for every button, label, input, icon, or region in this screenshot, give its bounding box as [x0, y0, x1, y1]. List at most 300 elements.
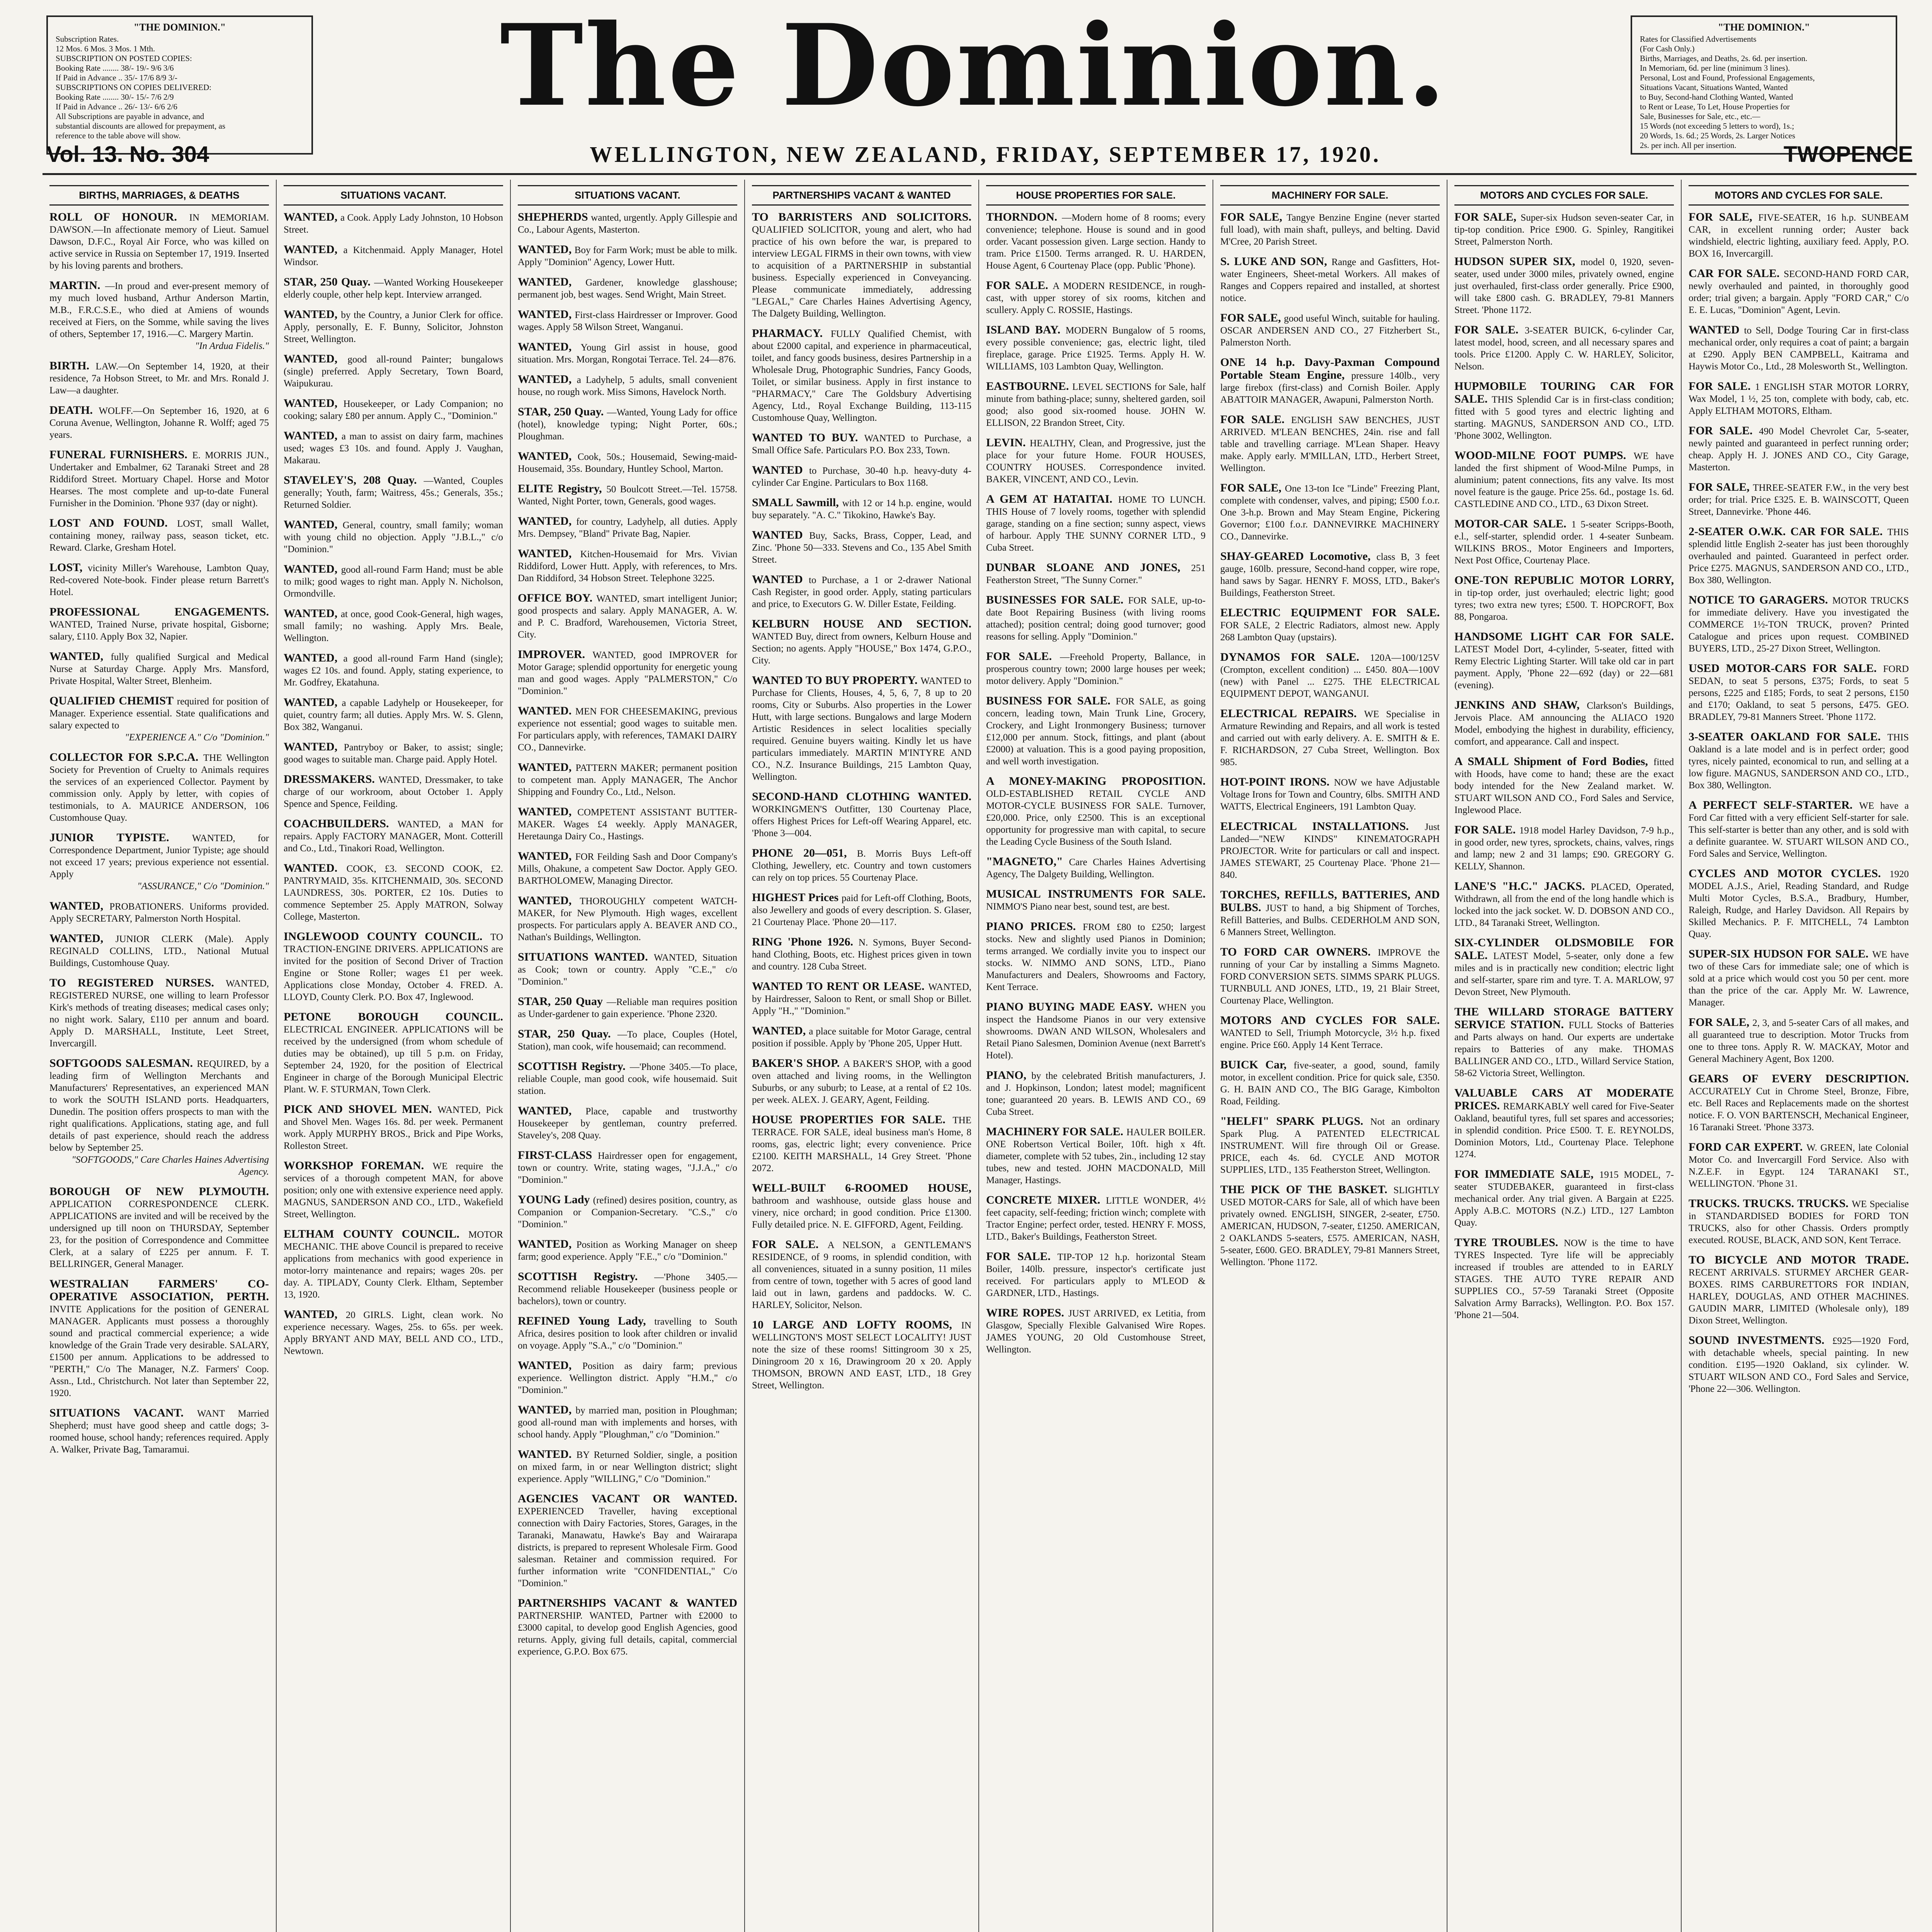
ad-lead: WANTED.	[518, 704, 575, 717]
classified-ad	[518, 1194, 737, 1230]
ad-lead: THORNDON.	[986, 211, 1062, 223]
classified-ad	[518, 1493, 737, 1589]
ad-text: —To place, Couples (Hotel, Station), man cook, wife housemaid; can recommend.	[518, 1029, 737, 1052]
ad-lead: SHAY-GEARED Locomotive,	[1220, 550, 1377, 563]
ad-text: WE require the services of a thorough competent MAN, for above position; only one with extensive experience need apply. MAGNUS, SANDERSON AND CO., LTD., Wakefield Street, Wellington.	[284, 1161, 503, 1219]
classified-ad	[986, 1001, 1206, 1061]
ad-text: SECOND-HAND FORD CAR, newly overhauled and painted, in thoroughly good order; trial given; a bargain. Apply "FORD CAR," C/o E. E. Lucas, "Dominion" Agent, Levin.	[1689, 269, 1909, 315]
ad-lead: FOR SALE.	[1689, 424, 1759, 437]
ad-text: WE have landed the first shipment of Wood-Milne Pumps, in aluminium; patent connections, fits any valve. Its most novel feature is the gauge. Price 25s. 6d., postage 1s. 6d. CASTLEDINE AND CO., LTD., 63 Dixon Street.	[1454, 451, 1674, 509]
subscription-line: All Subscriptions are payable in advance, and	[56, 112, 204, 121]
ad-text: fitted with Hoods, have come to hand; these are the exact body intended for the New Zealand market. W. STUART WILSON AND CO., Ford Sales and Service, Inglewood Place.	[1454, 757, 1674, 815]
classified-ad	[49, 900, 269, 925]
ad-lead: WANTED,	[518, 515, 577, 527]
subscription-line: reference to the table above will show.	[56, 131, 181, 140]
ad-text: five-seater, a good, sound, family motor, in excellent condition. Price for quick sale, £350. G. H. BAIN AND CO., The BIG Garage, Kimbolton Road, Feilding.	[1220, 1060, 1440, 1107]
ad-lead: ELECTRICAL INSTALLATIONS.	[1220, 820, 1425, 833]
column-heading: MOTORS AND CYCLES FOR SALE.	[1689, 185, 1909, 206]
ad-lead: FOR SALE,	[1689, 481, 1753, 493]
ad-lead: TYRE TROUBLES.	[1454, 1236, 1564, 1249]
ad-lead: KELBURN HOUSE AND SECTION.	[752, 617, 971, 630]
ad-lead: WANTED,	[518, 805, 578, 818]
ad-text: APPLICATION CORRESPONDENCE CLERK. APPLICATIONS are invited and will be received by the undersigned up till noon on THURSDAY, September 23, for the position of Correspondence and Committee Clerk, at a salary of £225 per annum. F. T. BELLRINGER, General Manager.	[49, 1199, 269, 1269]
dateline-text: WELLINGTON, NEW ZEALAND, FRIDAY, SEPTEMBER 17, 1920.	[590, 142, 1381, 167]
classified-ad	[284, 1011, 503, 1095]
ad-text: WANTED, a MAN for repairs. Apply FACTORY MANAGER, Mont. Cotterill and Co., Ltd., Tinakori Road, Wellington.	[284, 819, 503, 854]
ad-text: LATEST Model Dort, 4-cylinder, 5-seater, fitted with Remy Electric Lighting Starter. Will take old car in part payment. Apply, 'Phone 22—692 (day) or 22—681 (evening).	[1454, 644, 1674, 690]
classified-ad	[518, 1105, 737, 1141]
ad-lead: CONCRETE MIXER.	[986, 1194, 1106, 1206]
ad-signature: "ASSURANCE," C/o "Dominion."	[137, 881, 269, 891]
classified-ad	[49, 561, 269, 598]
ad-text: —'Phone 3405.—To place, reliable Couple, man good cook, wife housemaid. Suit station.	[518, 1062, 737, 1096]
ad-lead: PROFESSIONAL ENGAGEMENTS.	[49, 605, 269, 618]
ad-lead: WANTED,	[49, 900, 110, 912]
classified-ad	[1689, 799, 1909, 860]
ad-lead: MOTORS AND CYCLES FOR SALE.	[1220, 1014, 1440, 1027]
ad-text: with 12 or 14 h.p. engine, would buy separately. "A. C." Tikokino, Hawke's Bay.	[752, 498, 971, 520]
classified-ad	[49, 695, 269, 743]
ad-lead: WANTED,	[518, 340, 581, 353]
ad-lead: PIANO BUYING MADE EASY.	[986, 1000, 1158, 1013]
classified-ad	[518, 1238, 737, 1263]
classified-ad	[1454, 324, 1674, 372]
ad-text: IN MEMORIAM. DAWSON.—In affectionate memory of Lieut. Samuel Dawson, D.F.C., Royal Air Force, who was killed on active service in Russia on September 17, 1919. Inserted by his loving parents and brothers.	[49, 213, 269, 271]
ad-text: —Wanted, Couples generally; Youth, farm; Waitress, 45s.; Generals, 35s.; Returned Soldier.	[284, 476, 503, 510]
classified-ad	[1689, 1197, 1909, 1246]
ad-lead: WANTED	[752, 529, 810, 541]
ad-lead: BIRTH.	[49, 359, 96, 372]
ad-text: ELECTRICAL ENGINEER. APPLICATIONS will be received by the undersigned (from whom schedule of duties may be obtained), up till 5 p.m. on Friday, September 24, 1920, for the position of Electrical Engineer in charge of the Borough Municipal Electric Plant. W. F. STURMAN, Town Clerk.	[284, 1024, 503, 1095]
ad-lead: ELTHAM COUNTY COUNCIL.	[284, 1228, 469, 1240]
ad-lead: QUALIFIED CHEMIST	[49, 694, 177, 707]
classified-ad	[752, 1319, 971, 1391]
column-2	[277, 180, 511, 1932]
ad-lead: WANTED,	[284, 352, 348, 365]
ad-lead: FOR SALE,	[1454, 211, 1521, 223]
ad-text: REMARKABLY well cared for Five-Seater Oakland, beautiful tyres, full set spares and accessories; in splendid condition. Price £500. T. E. REYNOLDS, Dominion Motors, Ltd., Courtenay Place. Telephone 1274.	[1454, 1101, 1674, 1160]
classified-ad	[284, 696, 503, 733]
classified-ad	[986, 211, 1206, 272]
classified-ad	[49, 517, 269, 554]
classified-ad	[284, 607, 503, 644]
classified-ad	[1220, 776, 1440, 813]
ad-text: ENGLISH SAW BENCHES, JUST ARRIVED. M'LEAN BENCHES, 24in. rise and fall table and travelling carriage. M'Lean Shaper. Heavy make. Apply early. M'MILLAN, LTD., Herbert Street, Wellington.	[1220, 415, 1440, 473]
classified-ad	[1220, 312, 1440, 349]
ad-text: JUNIOR CLERK (Male). Apply REGINALD COLLINS, LTD., National Mutual Buildings, Customhouse Quay.	[49, 934, 269, 968]
classified-ad	[1689, 526, 1909, 586]
ad-lead: WANTED	[1689, 323, 1744, 336]
ad-lead: STAR, 250 Quay.	[518, 1027, 617, 1040]
classified-ad	[49, 1057, 269, 1178]
classified-ad	[986, 324, 1206, 372]
ad-lead: PHARMACY.	[752, 327, 831, 340]
ad-lead: WANTED.	[284, 862, 347, 874]
classified-ad	[1454, 1168, 1674, 1229]
ad-lead: SOFTGOODS SALESMAN.	[49, 1057, 197, 1070]
classified-ad	[986, 855, 1206, 880]
classified-ad	[518, 1270, 737, 1307]
ad-lead: WANTED,	[518, 243, 575, 256]
subscription-rates-box	[46, 15, 313, 155]
classified-ad	[49, 360, 269, 396]
classified-ad	[518, 1404, 737, 1440]
ad-text: a Cook. Apply Lady Johnston, 10 Hobson Street.	[284, 213, 503, 235]
subscription-heading: "THE DOMINION."	[133, 22, 226, 33]
classified-ad	[986, 695, 1206, 767]
ad-text: a man to assist on dairy farm, machines used; wages £3 10s. and found. Apply J. Vaughan, Makarau.	[284, 431, 503, 466]
ad-text: LITTLE WONDER, 4½ feet capacity, self-feeding; friction winch; complete with Tractor Engine; perfect order, tested. HENRY F. MOSS, LTD., Baker's Buildings, Featherston Street.	[986, 1196, 1206, 1242]
ad-lead: A PERFECT SELF-STARTER.	[1689, 799, 1859, 811]
classified-ad	[986, 437, 1206, 485]
ad-text: WE have two of these Cars for immediate sale; one of which is sold at a price which would cost you 50 per cent. more than the price of the car. Apply Mr. W. Lawrence, Manager.	[1689, 949, 1909, 1008]
ad-lead: WANTED,	[752, 1024, 809, 1037]
ad-text: FULLY Qualified Chemist, with about £2000 capital, and experience in pharmaceutical, toilet, and fancy goods business, desires Partnership in a Wholesale Drug, Photographic Sundries, Fancy Goods, Toilet, or similar business. Apply in first instance to "PHARMACY," Care The Goldsbury Advertising Agency, Ltd., Royal Exchange Building, 113-115 Customhouse Quay, Wellington.	[752, 329, 971, 423]
classified-ad	[284, 862, 503, 923]
classified-ad	[986, 380, 1206, 429]
ad-lead: MOTOR-CAR SALE.	[1454, 517, 1571, 530]
subscription-line: Booking Rate ........ 38/- 19/- 9/6 3/6	[56, 63, 174, 73]
ad-lead: SCOTTISH Registry.	[518, 1060, 630, 1073]
ad-text: WANTED, Trained Nurse, private hospital, Gisborne; salary, £110. Apply Box 32, Napier.	[49, 619, 269, 642]
classified-ad	[752, 327, 971, 424]
classified-ad	[986, 775, 1206, 848]
ad-lead: BUSINESSES FOR SALE.	[986, 594, 1128, 606]
classified-ad	[1454, 880, 1674, 929]
subscription-line: 12 Mos. 6 Mos. 3 Mos. 1 Mth.	[56, 44, 155, 53]
ad-text: WE Specialise in Armature Rewinding and Repairs, and all work is tested and carried out with early delivery. A. E. SMITH & E. F. RICHARDSON, 27 Cuba Street, Wellington. Box 985.	[1220, 709, 1440, 767]
ad-lead: HOUSE PROPERTIES FOR SALE.	[752, 1113, 953, 1126]
classified-ad	[284, 243, 503, 268]
ad-lead: WANTED,	[518, 1403, 576, 1416]
ad-text: WHEN you inspect the Handsome Pianos in our very extensive showrooms. DWAN AND WILSON, Wholesalers and Retail Piano Salesmen, Dominion Avenue (next Barrett's Hotel).	[986, 1002, 1206, 1061]
ad-lead: FOR SALE.	[1454, 823, 1519, 836]
classified-ad	[518, 705, 737, 753]
ad-text: PROBATIONERS. Uniforms provided. Apply SECRETARY, Palmerston North Hospital.	[49, 901, 269, 924]
classified-ad	[1220, 1115, 1440, 1176]
ad-text: Boy for Farm Work; must be able to milk. Apply "Dominion" Agency, Lower Hutt.	[518, 245, 737, 267]
classified-ad	[518, 243, 737, 268]
classified-ad	[752, 1182, 971, 1231]
classified-ad	[518, 548, 737, 584]
ad-text: THE Wellington Society for Prevention of Cruelty to Animals requires the services of an experienced Collector. Payment by commission only. Apply by letter, with copies of testimonials, to A. MAURICE ANDERSON, 106 Customhouse Quay.	[49, 753, 269, 823]
ad-text: WANTED, REGISTERED NURSE, one willing to learn Professor Kirk's methods of treating diseases; medical cases only; no night work. Salary, £110 per annum and board. Apply D. MARSHALL, Institute, Leet Street, Invercargill.	[49, 978, 269, 1049]
classified-ad	[1220, 1059, 1440, 1107]
ad-lead: YOUNG Lady	[518, 1193, 593, 1206]
classified-ad	[518, 1315, 737, 1352]
classified-ad	[1454, 1006, 1674, 1079]
classified-ad	[1454, 518, 1674, 566]
ad-text: EXPERIENCED Traveller, having exceptional connection with Dairy Factories, Stores, Garages, in the Taranaki, Manawatu, Hawke's Bay and Wairarapa districts, is prepared to represent Wholesale Firm. Good salesman. Retainer and commission required. For further information write "CONFIDENTIAL," C/o "Dominion."	[518, 1506, 737, 1588]
ad-lead: WANTED,	[284, 607, 341, 620]
ad-signature: "EXPERIENCE A." C/o "Dominion."	[125, 732, 269, 743]
ad-lead: LOST,	[49, 561, 88, 574]
ad-lead: WANTED TO BUY PROPERTY.	[752, 674, 921, 687]
ad-text: £925—1920 Ford, with detachable wheels, special painting. In new condition. £195—1920 Oakland, six cylinder. W. STUART WILSON AND CO., Ford Sales and Service, 'Phone 22—306. Wellington.	[1689, 1336, 1909, 1394]
ad-text: THOROUGHLY competent WATCH-MAKER, for New Plymouth. High wages, excellent prospects. For particulars apply A. BEAVER AND CO., Nathan's Buildings, Wellington.	[518, 896, 737, 942]
ad-lead: FOR SALE.	[752, 1238, 828, 1251]
classified-ad	[1220, 550, 1440, 599]
subscription-line: Booking Rate ........ 30/- 15/- 7/6 2/9	[56, 92, 174, 102]
ad-lead: WANTED,	[284, 696, 342, 709]
ad-text: Position as dairy farm; previous experience. Wellington district. Apply "H.M.," c/o "Dominion."	[518, 1361, 737, 1395]
ad-text: —Reliable man requires position as Under-gardener to gain experience. 'Phone 2320.	[518, 997, 737, 1019]
ad-lead: IMPROVER.	[518, 648, 593, 661]
ad-text: MODERN Bungalow of 5 rooms, every possible convenience; gas, electric light, tiled fireplace, garage. Price £1925. Terms. Apply H. W. WILLIAMS, 103 Lambton Quay, Wellington.	[986, 325, 1206, 372]
ad-lead: DEATH.	[49, 404, 99, 417]
column-heading: SITUATIONS VACANT.	[518, 185, 737, 206]
subscription-line: substantial discounts are allowed for prepayment, as	[56, 121, 226, 131]
classified-ad	[518, 515, 737, 540]
classified-ad	[284, 276, 503, 301]
ad-lead: WANTED,	[284, 308, 341, 321]
classified-ad	[49, 606, 269, 643]
ad-lead: FOR SALE.	[986, 650, 1060, 663]
ad-text: BY Returned Soldier, single, a position on mixed farm, in or near Wellington district; slight experience. Apply "WILLING," C/o "Dominion."	[518, 1450, 737, 1484]
classified-ad	[1454, 755, 1674, 816]
ad-lead: WELL-BUILT 6-ROOMED HOUSE,	[752, 1182, 971, 1194]
ad-text: 1 ENGLISH STAR MOTOR LORRY, Wax Model, 1 ½, 25 ton, complete with body, cab, etc. Apply ELTHAM MOTORS, Eltham.	[1689, 382, 1909, 416]
classified-ad	[518, 308, 737, 333]
ad-lead: FOR SALE.	[986, 279, 1053, 292]
ad-lead: STAVELEY'S, 208 Quay.	[284, 474, 424, 486]
classified-ad	[752, 432, 971, 456]
ad-lead: HIGHEST Prices	[752, 891, 842, 904]
column-heading: PARTNERSHIPS VACANT & WANTED	[752, 185, 971, 206]
ad-text: WE Specialise in STANDARDISED BODIES for FORD TON TRUCKS, also for other Chassis. Orders promptly executed. ROUSE, BLACK, AND SON, Kent Terrace.	[1689, 1199, 1909, 1245]
ad-lead: WOOD-MILNE FOOT PUMPS.	[1454, 449, 1634, 462]
rates-line: to Buy, Second-hand Clothing Wanted, Wanted	[1640, 92, 1793, 102]
ad-text: TO TRACTION-ENGINE DRIVERS. APPLICATIONS are invited for the position of Second Driver of Traction Engine or Stone Roller; wages £1 per week. Applications close Monday, October 4. FRED. A. LLOYD, County Clerk. P.O. Box 47, Inglewood.	[284, 932, 503, 1002]
ad-text: MOTOR TRUCKS for immediate delivery. Have you investigated the COMMERCE 1½-TON TRUCK, proven? Printed Catalogue and prices upon request. COMBINED BUYERS, LTD., 25-27 Dixon Street, Wellington.	[1689, 595, 1909, 654]
classified-ad	[1454, 699, 1674, 748]
ad-lead: HOT-POINT IRONS.	[1220, 776, 1334, 788]
ad-lead: SECOND-HAND CLOTHING WANTED.	[752, 790, 971, 803]
ad-text: A NELSON, a GENTLEMAN'S RESIDENCE, of 9 rooms, in splendid condition, with all conveniences, situated in a sunny position, 11 miles from centre of town, together with 5 acres of good land laid out in lawn, gardens and paddocks. W. C. HARLEY, Solicitor, Nelson.	[752, 1240, 971, 1310]
ad-lead: PHONE 20—051,	[752, 847, 857, 859]
classified-ad	[1220, 651, 1440, 700]
ad-text: PATTERN MAKER; permanent position to competent man. Apply MANAGER, The Anchor Shipping and Foundry Co., Ltd., Nelson.	[518, 763, 737, 797]
ad-lead: WANTED,	[518, 1359, 583, 1372]
classified-ad	[1220, 413, 1440, 474]
classified-ad	[1454, 1087, 1674, 1160]
ad-lead: WANTED,	[518, 1104, 586, 1117]
rates-line: 15 Words (not exceeding 5 letters to word), 1s.;	[1640, 121, 1794, 131]
ad-text: JUST ARRIVED, ex Letitia, from Glasgow, Specially Flexible Galvanised Wire Ropes. JAMES YOUNG, 20 Old Customhouse Street, Wellington.	[986, 1308, 1206, 1355]
ad-lead: STAR, 250 Quay.	[284, 276, 374, 288]
classified-ad	[752, 618, 971, 667]
masthead	[0, 0, 1932, 182]
ad-text: travelling to South Africa, desires position to look after children or invalid on voyage. Apply "S.A.," c/o "Dominion."	[518, 1316, 737, 1351]
classified-ad	[1689, 324, 1909, 372]
ad-lead: SHEPHERDS	[518, 211, 591, 223]
ad-lead: WANTED.	[518, 1448, 577, 1461]
classified-ad	[752, 1025, 971, 1049]
ad-text: Place, capable and trustworthy Housekeeper by gentleman, country preferred. Staveley's, 208 Quay.	[518, 1106, 737, 1141]
rates-line: Sale, Businesses for Sale, etc., etc.—	[1640, 112, 1760, 121]
ad-text: NIMMO'S Piano near best, sound test, are best.	[986, 901, 1170, 912]
ad-text: good all-round Farm Hand; must be able to milk; good wages to right man. Apply N. Nicholson, Ormondville.	[284, 565, 503, 599]
column-heading: MOTORS AND CYCLES FOR SALE.	[1454, 185, 1674, 206]
ad-text: FOR SALE, 2 Electric Radiators, almost new. Apply 268 Lambton Quay (upstairs).	[1220, 620, 1440, 643]
ad-text: —Wanted, Young Lady for office (hotel), knowledge typing; Night Porter, 60s.; Ploughman.	[518, 407, 737, 442]
ad-lead: WANTED,	[518, 1238, 577, 1250]
ad-text: HAULER BOILER. ONE Robertson Vertical Boiler, 10ft. high x 4ft. diameter, complete with 52 tubes, 2in., including 12 stay tubes, new and tested. JOHN MACDONALD, Mill Manager, Hastings.	[986, 1127, 1206, 1185]
ad-lead: SITUATIONS WANTED.	[518, 951, 654, 963]
ad-text: ACCURATELY Cut in Chrome Steel, Bronze, Fibre, etc. Bell Races and Replacements made on the shortest notice. F. O. VON BARTENSCH, Mechanical Engineer, 16 Taranaki Street. 'Phone 3373.	[1689, 1086, 1909, 1133]
ad-lead: FOR SALE.	[1454, 323, 1525, 336]
ad-lead: WANTED,	[284, 211, 340, 223]
ad-text: First-class Hairdresser or Improver. Good wages. Apply 58 Wilson Street, Wanganui.	[518, 310, 737, 332]
rates-line: 20 Words, 1s. 6d.; 25 Words, 2s. Larger Notices	[1640, 131, 1796, 140]
classified-ad	[284, 741, 503, 765]
classified-ad	[752, 980, 971, 1017]
classified-ad	[1454, 255, 1674, 316]
ad-text: required for position of Manager. Experience essential. State qualifications and salary expected to	[49, 696, 269, 731]
classified-ad	[752, 529, 971, 566]
ad-text: COOK, £3. SECOND COOK, £2. PANTRYMAID, 35s. KITCHENMAID, 30s. SECOND LAUNDRESS, 30s. PORTER, £2 10s. Duties to commence September 25. Apply MATRON, Solway College, Masterton.	[284, 864, 503, 922]
column-heading: BIRTHS, MARRIAGES, & DEATHS	[49, 185, 269, 206]
ad-text: to Purchase, 30-40 h.p. heavy-duty 4-cylinder Car Engine. Particulars to Box 1168.	[752, 466, 971, 488]
ad-lead: FIRST-CLASS	[518, 1149, 598, 1162]
ad-lead: MARTIN.	[49, 279, 105, 292]
newspaper-title: The Dominion.	[500, 0, 1448, 131]
ad-lead: A GEM AT HATAITAI.	[986, 493, 1118, 505]
ad-text: 1918 model Harley Davidson, 7-9 h.p., in good order, new tyres, sprockets, chains, valves, rings and lamp; new 2 and 31 lamps; £90. GREGORY G. KELLY, Shannon.	[1454, 825, 1674, 872]
ad-lead: VALUABLE CARS AT MODERATE PRICES.	[1454, 1087, 1674, 1112]
classified-ad	[752, 891, 971, 928]
ad-text: WANTED Buy, direct from owners, Kelburn House and Section; no agents. Apply "HOUSE," Box 1474, G.P.O., City.	[752, 631, 971, 666]
ad-text: THREE-SEATER F.W., in the very best order; for trial. Price £325. E. B. WAINSCOTT, Queen Street, Dannevirke. 'Phone 446.	[1689, 483, 1909, 517]
classified-ad	[752, 847, 971, 884]
ad-text: A MODERN RESIDENCE, in rough-cast, with upper storey of six rooms, kitchen and scullery. Apply C. ROSSIE, Hastings.	[986, 281, 1206, 315]
ad-lead: 3-SEATER OAKLAND FOR SALE.	[1689, 730, 1888, 743]
ad-text: LATEST Model, 5-seater, only done a few miles and is in practically new condition; electric light and self-starter, spare rim and tyre. T. A. MARLOW, 97 Devon Street, New Plymouth.	[1454, 951, 1674, 997]
classified-ad	[284, 397, 503, 422]
ad-text: Kitchen-Housemaid for Mrs. Vivian Riddiford, Lower Hutt. Apply, with references, to Mrs. Dan Riddiford, 34 Hobson Street. Telephone 3225.	[518, 549, 737, 583]
ad-text: 1915 MODEL, 7-seater STUDEBAKER, guaranteed in first-class mechanical order. Any trial given. A Bargain at £225. Apply A.B.C. MOTORS (N.Z.) LTD., 127 Lambton Quay.	[1454, 1170, 1674, 1228]
ad-lead: TO BICYCLE AND MOTOR TRADE.	[1689, 1253, 1909, 1266]
classified-ad	[284, 211, 503, 236]
classified-ad	[49, 1185, 269, 1270]
ad-text: NOW is the time to have TYRES Inspected. Tyre life will be appreciably increased if troubles are attended to in EARLY STAGES. THE AUTO TYRE REPAIR AND SUPPLIES CO., 57-59 Taranaki Street (Opposite Salvation Army Barracks), Wellington. P.O. Box 157. 'Phone 21—504.	[1454, 1238, 1674, 1320]
classified-ad	[1454, 574, 1674, 623]
ad-text: Cook, 50s.; Housemaid, Sewing-maid-Housemaid, 35s. Boundary, Huntley School, Marton.	[518, 452, 737, 474]
ad-text: LAW.—On September 14, 1920, at their residence, 7a Hobson Street, to Mr. and Mrs. Ronald J. Law—a daughter.	[49, 361, 269, 396]
classified-ad	[518, 1149, 737, 1186]
column-4	[745, 180, 979, 1932]
ad-lead: 2-SEATER O.W.K. CAR FOR SALE.	[1689, 525, 1888, 538]
ad-lead: TO BARRISTERS AND SOLICITORS.	[752, 211, 971, 223]
rates-line: Personal, Lost and Found, Professional Engagements,	[1640, 73, 1815, 82]
ad-text: INVITE Applications for the position of GENERAL MANAGER. Applicants must possess a thoroughly sound and practical commercial experience; a wide knowledge of the Grain Trade very desirable. SALARY, £1500 per annum. Applications to be addressed to "PERTH," C/o The Manager, N.Z. Farmers' Coop. Assn., Ltd., Christchurch. Not later than September 22, 1920.	[49, 1304, 269, 1398]
ad-lead: THE PICK OF THE BASKET.	[1220, 1183, 1394, 1196]
column-heading: MACHINERY FOR SALE.	[1220, 185, 1440, 206]
ad-lead: HANDSOME LIGHT CAR FOR SALE.	[1454, 630, 1674, 643]
ad-lead: TO REGISTERED NURSES.	[49, 976, 226, 989]
classified-ad	[752, 674, 971, 783]
classified-ad	[1220, 356, 1440, 406]
ad-text: to Sell, Dodge Touring Car in first-class mechanical order, only requires a coat of paint; a bargain at £290. Apply BEN CAMPBELL, Kaitrama and Haywis Motor Co., Ltd., 28 Molesworth St., Wellington.	[1689, 325, 1909, 372]
rates-lines	[1640, 34, 1888, 150]
ad-lead: HUPMOBILE TOURING CAR FOR SALE.	[1454, 380, 1674, 405]
ad-text: 1920 MODEL A.J.S., Ariel, Reading Standard, and Rudge Multi Motor Cycles, B.S.A., Bradbury, Humber, Raleigh, Rudge, and Harley Davidson. All Repairs by Skilled Mechanics. P. F. MITCHELL, 74 Lambton Quay.	[1689, 869, 1909, 939]
ad-lead: RING 'Phone 1926.	[752, 935, 859, 948]
classified-ad	[1689, 380, 1909, 417]
ad-text: WANTED, by Hairdresser, Saloon to Rent, or small Shop or Billet. Apply "H.," "Dominion."	[752, 982, 971, 1016]
classified-ad	[986, 1194, 1206, 1243]
ad-text: FULL Stocks of Batteries and Parts always on hand. Our experts are undertake repairs to Batteries of any make. THOMAS BALLINGER AND CO., LTD., Willard Service Station, 58-62 Victoria Street, Wellington.	[1454, 1020, 1674, 1078]
ad-lead: WANTED,	[49, 650, 111, 663]
ad-text: —Wanted Working Housekeeper elderly couple, other help kept. Interview arranged.	[284, 277, 503, 300]
classified-ad	[1220, 889, 1440, 938]
ad-lead: COLLECTOR FOR S.P.C.A.	[49, 751, 203, 764]
classified-ad	[986, 279, 1206, 316]
ad-lead: PIANO PRICES.	[986, 920, 1083, 933]
classified-ad	[752, 936, 971, 973]
ad-text: a capable Ladyhelp or Housekeeper, for quiet, country farm; all duties. Apply Mrs. W. S. Glenn, Box 382, Wanganui.	[284, 698, 503, 732]
ad-text: 1 5-seater Scripps-Booth, e.l., self-starter, splendid order. 1 4-seater Sunbeam. WILKINS BROS., Motor Engineers and Importers, Next Post Office, Courtenay Place.	[1454, 519, 1674, 566]
classified-ad	[518, 850, 737, 887]
classified-ad	[752, 1057, 971, 1106]
ad-text: by married man, position in Ploughman; good all-round man with implements and horses, with school handy. Apply "Ploughman," c/o "Dominion."	[518, 1405, 737, 1440]
ad-text: REQUIRED, by a leading firm of Wellington Merchants and Manufacturers' Representatives, an experienced MAN to work the SOUTH ISLAND ports. Headquarters, Dunedin. The position offers prospects to man with the right qualifications. Applications, stating age, and full details of past experience, should reach the address below by September 25.	[49, 1059, 269, 1153]
classified-ad	[1689, 1334, 1909, 1395]
classified-ad	[284, 652, 503, 689]
column-3	[511, 180, 745, 1932]
classified-ad	[518, 806, 737, 842]
classified-ad	[518, 1597, 737, 1658]
classified-columns	[43, 180, 1917, 1932]
rates-line: In Memoriam, 6d. per line (minimum 3 lines).	[1640, 63, 1790, 73]
classified-ad	[284, 930, 503, 1003]
ad-text: by the celebrated British manufacturers, J. and J. Hopkinson, London; latest model; magnificent tone; guaranteed 20 years. B. LEWIS AND CO., 69 Cuba Street.	[986, 1071, 1206, 1117]
ad-lead: FOR SALE.	[1220, 413, 1291, 426]
ad-lead: "MAGNETO,"	[986, 855, 1069, 868]
ad-lead: TO FORD CAR OWNERS.	[1220, 946, 1378, 958]
ad-text: in tip-top order, just overhauled; electric light; good tyres; two extra new tyres; £500. T. HOPCROFT, Box 88, Pongaroa.	[1454, 588, 1674, 622]
ad-lead: SUPER-SIX HUDSON FOR SALE.	[1689, 947, 1872, 960]
subscription-line: SUBSCRIPTIONS ON COPIES DELIVERED:	[56, 83, 212, 92]
column-6	[1213, 180, 1447, 1932]
ad-lead: EASTBOURNE.	[986, 380, 1072, 393]
subscription-line: If Paid in Advance .. 26/- 13/- 6/6 2/6	[56, 102, 177, 111]
classified-ad	[752, 573, 971, 610]
ad-lead: "HELFI" SPARK PLUGS.	[1220, 1115, 1371, 1128]
rates-line: 2s. per inch. All per insertion.	[1640, 141, 1736, 150]
ad-text: Pantryboy or Baker, to assist; single; good wages to suitable man. Charge paid. Apply Hotel.	[284, 742, 503, 765]
ad-lead: PIANO,	[986, 1069, 1032, 1082]
ad-text: WANTED, Dressmaker, to take charge of our workroom, about October 1. Apply Spence and Spence, Feilding.	[284, 775, 503, 809]
ad-text: One 13-ton Ice "Linde" Freezing Plant, complete with condenser, valves, and piping; £500 f.o.r. One 3-h.p. Brown and May Steam Engine, Pickering Governor; £100 f.o.r. DANNEVIRKE MACHINERY CO., Dannevirke.	[1220, 483, 1440, 542]
classified-ad	[518, 341, 737, 366]
ad-lead: OFFICE BOY.	[518, 592, 597, 604]
ad-text: Super-six Hudson seven-seater Car, in tip-top condition. Price £900. G. Spinley, Rangitikei Street, Palmerston North.	[1454, 213, 1674, 247]
ad-lead: WANTED,	[284, 740, 344, 753]
ad-text: LEVEL SECTIONS for Sale, half minute from bathing-place; sunny, sheltered garden, soil good; also good six-roomed house. JOHN W. ELLISON, 22 Brandon Street, City.	[986, 382, 1206, 428]
classified-ad	[284, 308, 503, 345]
ad-lead: WANTED TO BUY.	[752, 431, 864, 444]
ad-text: (refined) desires position, country, as Companion or Companion-Secretary. "C.S.," c/o "Dominion."	[518, 1195, 738, 1230]
ad-text: WANTED to Purchase, a Small Office Safe. Particulars P.O. Box 233, Town.	[752, 433, 971, 456]
ad-lead: WANTED,	[284, 1308, 346, 1321]
ad-text: NOW we have Adjustable Voltage Irons for Town and Country, 6lbs. SMITH AND WATTS, Electrical Engineers, 191 Lambton Quay.	[1220, 777, 1440, 812]
ad-text: good useful Winch, suitable for hauling. OSCAR ANDERSEN AND CO., 27 Fitzherbert St., Palmerston North.	[1220, 313, 1440, 348]
ad-text: pressure 140lb., very large firebox (first-class) and Cornish Boiler. Apply ABATTOIR MANAGER, Awapuni, Palmerston North.	[1220, 371, 1440, 405]
ad-text: Housekeeper, or Lady Companion; no cooking; salary £80 per annum. Apply C., "Dominion."	[284, 399, 503, 421]
ad-text: THIS Oakland is a late model and is in perfect order; good tyres, nicely painted, economical to run, and selling at a low figure. MAGNUS, SANDERSON AND CO., LTD., Box 380, Wellington.	[1689, 732, 1909, 791]
classified-ad	[986, 920, 1206, 993]
